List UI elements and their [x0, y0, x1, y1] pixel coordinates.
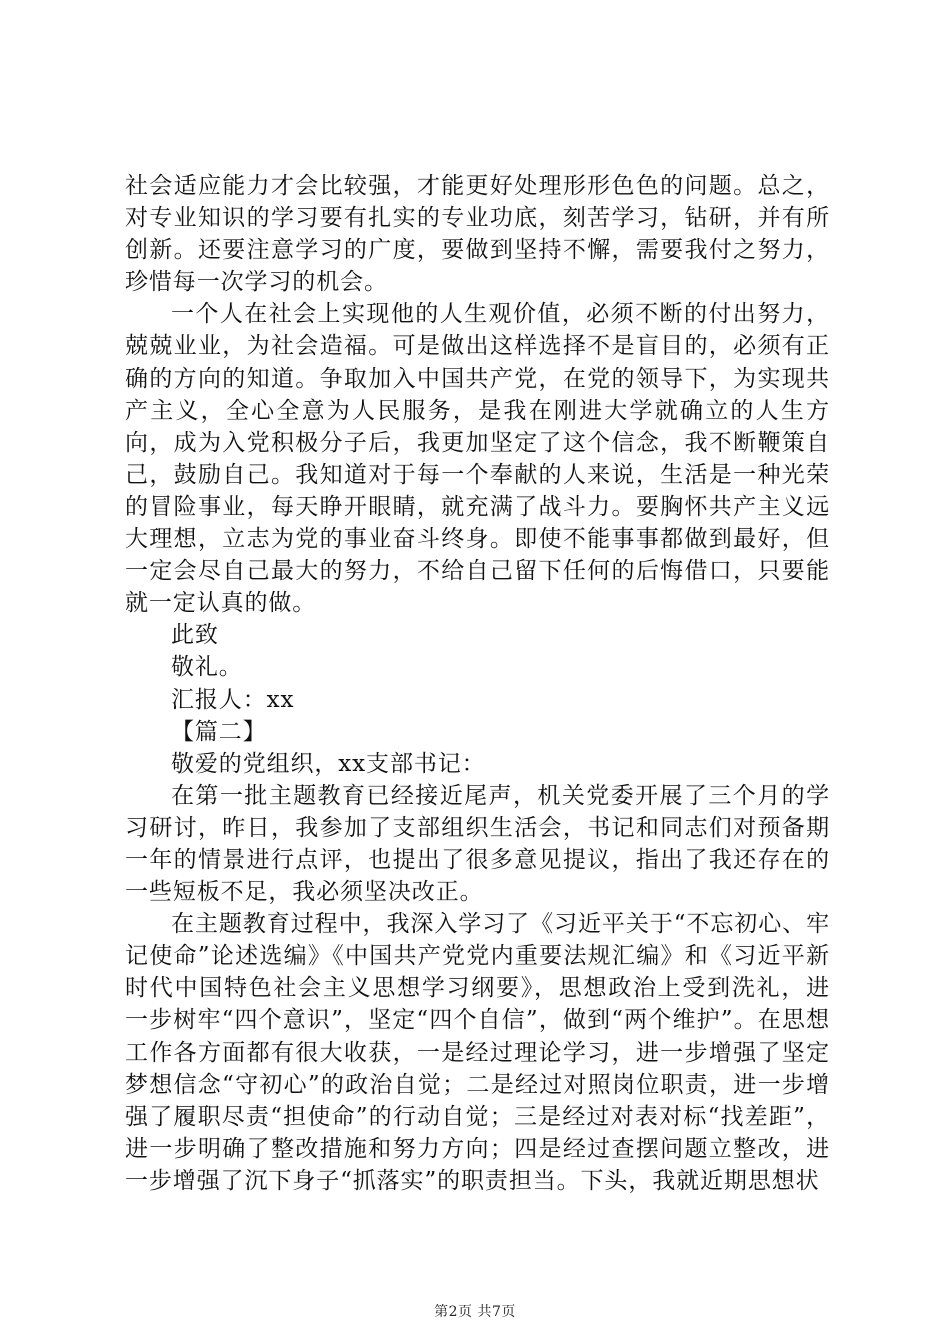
paragraph-2: 一个人在社会上实现他的人生观价值，必须不断的付出努力，兢兢业业，为社会造福。可是做出这样选择不是盲目的，必须有正确的方向的知道。争取加入中国共产党，在党的领导下，为实现共产主义，全心全意为人民服务，是我在刚进大学就确立的人生方向，成为入党积极分子后，我更加坚定了这个信念，我不断鞭策自己，鼓励自己。我知道对于每一个奉献的人来说，生活是一种光荣的冒险事业，每天睁开眼睛，就充满了战斗力。要胸怀共产主义远大理想，立志为党的事业奋斗终身。即使不能事事都做到最好，但一定会尽自己最大的努力，不给自己留下任何的后悔借口，只要能就一定认真的做。	[125, 301, 830, 617]
document-body	[125, 170, 830, 1197]
paragraph-1: 社会适应能力才会比较强，才能更好处理形形色色的问题。总之，对专业知识的学习要有扎实的专业功底，刻苦学习，钻研，并有所创新。还要注意学习的广度，要做到坚持不懈，需要我付之努力，珍惜每一次学习的机会。	[125, 173, 830, 296]
section-heading: 【篇二】	[171, 718, 267, 745]
paragraph-4: 在主题教育过程中，我深入学习了《习近平关于“不忘初心、牢记使命”论述选编》《中国共产党党内重要法规汇编》和《习近平新时代中国特色社会主义思想学习纲要》，思想政治上受到洗礼，进一步树牢“四个意识”，坚定“四个自信”，做到“两个维护”。在思想工作各方面都有很大收获，一是经过理论学习，进一步增强了坚定梦想信念“守初心”的政治自觉；二是经过对照岗位职责，进一步增强了履职尽责“担使命”的行动自觉；三是经过对表对标“找差距”，进一步明确了整改措施和努力方向；四是经过查摆问题立整改，进一步增强了沉下身子“抓落实”的职责担当。下头，我就近期思想状	[125, 911, 830, 1194]
closing-regards: 敬礼。	[171, 654, 243, 681]
paragraph-3: 在第一批主题教育已经接近尾声，机关党委开展了三个月的学习研讨，昨日，我参加了支部组织生活会，书记和同志们对预备期一年的情景进行点评，也提出了很多意见提议，指出了我还存在的一些短板不足，我必须坚决改正。	[125, 782, 830, 906]
letter-greeting: 敬爱的党组织，xx支部书记：	[171, 750, 486, 777]
reporter-signature: 汇报人：xx	[171, 686, 295, 713]
closing-salutation: 此致	[171, 622, 219, 649]
page-number: 第2页 共7页	[434, 1304, 516, 1320]
